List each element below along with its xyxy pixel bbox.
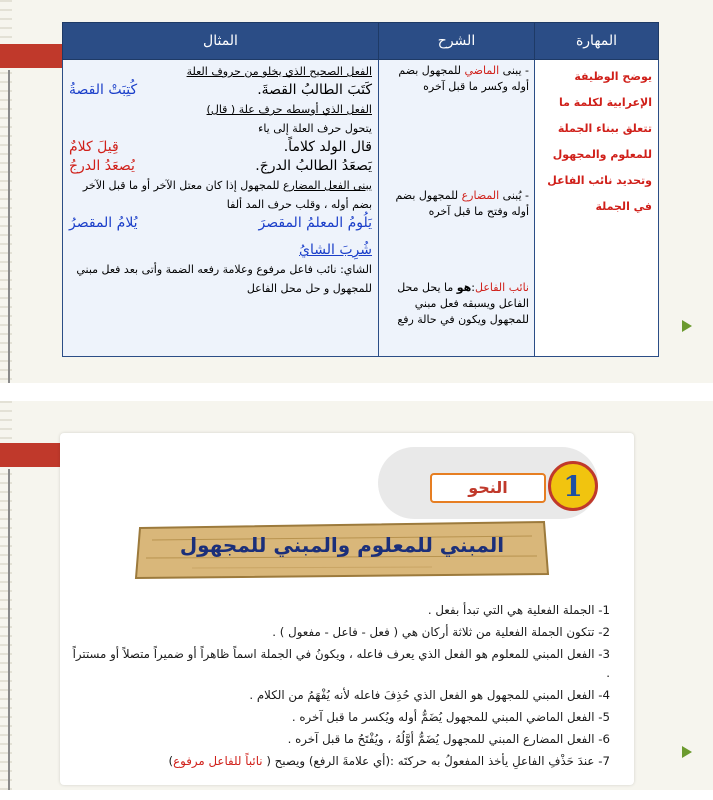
example-4-heading-underlined: يبنى الفعل المضارع: [282, 179, 372, 192]
explanation-present: [384, 188, 529, 220]
example-4-row: [69, 214, 372, 233]
header-example: المثال: [63, 23, 379, 60]
example-4-heading-rest: للمجهول إذا كان معتل الآخر أو ما قبل الآخر بضم أوله ، وقلب حرف المد ألفا: [82, 179, 372, 211]
example-1-passive: كُتِبَتْ القصةُ: [69, 82, 138, 98]
header-skill: المهارة: [535, 23, 659, 60]
red-bar: [0, 44, 62, 68]
example-2-note: يتحول حرف العلة إلى ياء: [258, 122, 372, 135]
example-3-passive: يُصعَدُ الدرجُ: [69, 158, 135, 174]
explanation-cell: [379, 60, 535, 357]
example-4-active: يَلُومُ المعلمُ المقصرَ: [258, 215, 372, 231]
slide-divider: [0, 383, 713, 401]
bullet-arrow-icon: [682, 320, 692, 332]
red-bar: [0, 443, 62, 467]
example-4-heading: [69, 176, 372, 214]
subject-banner: النحو: [430, 473, 546, 503]
expl-naib-bold: هو: [456, 281, 472, 294]
skills-table: [62, 22, 659, 357]
rule-item: 6- الفعل المضارع المبني للمجهول يُضَمُّ أوَّلُهُ ، ويُفْتَحُ ما قبل آخره .: [287, 732, 610, 746]
expl-pres-rest: للمجهول بضم أوله وفتح ما قبل آخره: [395, 189, 529, 218]
example-2-row: [69, 138, 372, 157]
example-5-sentence: شُرِبَ الشايُ: [299, 242, 372, 258]
expl-past-prefix: - يبنى: [502, 64, 529, 77]
explanation-past: [384, 63, 529, 95]
expl-naib-term: نائب الفاعل: [475, 281, 529, 294]
example-cell: [63, 60, 379, 357]
rule-item: 5- الفعل الماضي المبني للمجهول يُضَمُّ أوله ويُكسر ما قبل آخره .: [291, 710, 610, 724]
example-2-passive: قِيلَ كلامٌ: [69, 139, 119, 155]
lesson-title: المبني للمعلوم والمبني للمجهول: [179, 533, 505, 557]
example-1-heading: الفعل الصحيح الذي يخلو من حروف العلة: [186, 65, 372, 78]
expl-naib-rest: ما يحل محل الفاعل ويسبقه فعل مبني للمجهول ويكون في حالة رفع: [397, 281, 529, 326]
bullet-arrow-icon: [682, 746, 692, 758]
slide-1: [0, 0, 713, 383]
expl-naib-colon: :: [471, 281, 475, 294]
expl-past-rest: للمجهول بضم أوله وكسر ما قبل آخره: [398, 64, 529, 93]
example-3-row: [69, 157, 372, 176]
example-2-heading: الفعل الذي أوسطه حرف علة ( قال): [206, 103, 372, 116]
example-1-active: كَتَبَ الطالبُ القصةَ.: [257, 82, 372, 98]
explanation-naib: [384, 280, 529, 328]
rule-item: 1- الجملة الفعلية هي التي تبدأ بفعل .: [427, 603, 610, 617]
left-line: [8, 469, 10, 790]
rule-item: 2- تتكون الجملة الفعلية من ثلاثة أركان هي ( فعل - فاعل - مفعول ) .: [272, 625, 610, 639]
rule-7-end: ): [168, 754, 174, 768]
expl-pres-prefix: - يُبنى: [502, 189, 529, 202]
example-3-active: يَصعَدُ الطالبُ الدرجَ.: [255, 158, 372, 174]
expl-past-term: الماضي: [464, 64, 500, 77]
rule-item: 4- الفعل المبني للمجهول هو الفعل الذي حُذِفَ فاعله لأنه يُفْهَمُ من الكلام .: [249, 688, 610, 702]
rule-7-text: 7- عندَ حَذْفِ الفاعلِ يأخذ المفعولُ به حركتَه :(أي علامةَ الرفع) ويصبح (: [266, 754, 610, 768]
example-4-passive: يُلامُ المقصرُ: [69, 215, 138, 231]
rule-item: 3- الفعل المبني للمعلوم هو الفعل الذي يعرف فاعله ، ويكونُ في الجملة اسماً ظاهراً أو ضميراً متصلاً أو مستتراً .: [72, 647, 610, 680]
example-5-parsing: الشاي: نائب فاعل مرفوع وعلامة رفعه الضمة وأتى بعد فعل مبني للمجهول و حل محل الفاعل: [76, 263, 372, 295]
rule-7-highlight: نائباً للفاعل مرفوع: [173, 754, 263, 768]
rules-list: [70, 601, 610, 774]
example-2-active: قال الولد كلاماً.: [283, 139, 372, 155]
header-explanation: الشرح: [379, 23, 535, 60]
skill-cell: يوضح الوظيفة الإعرابية لكلمة ما تتعلق ببناء الجملة للمعلوم والمجهول وتحديد نائب الفاعل في الجملة: [535, 60, 659, 357]
rule-item-7: [70, 752, 610, 771]
slide-2: [0, 401, 713, 790]
example-1-row: [69, 81, 372, 100]
expl-pres-term: المضارع: [461, 189, 500, 202]
lesson-number-badge: 1: [548, 461, 598, 511]
lesson-card: [60, 433, 634, 785]
left-line: [8, 70, 10, 383]
